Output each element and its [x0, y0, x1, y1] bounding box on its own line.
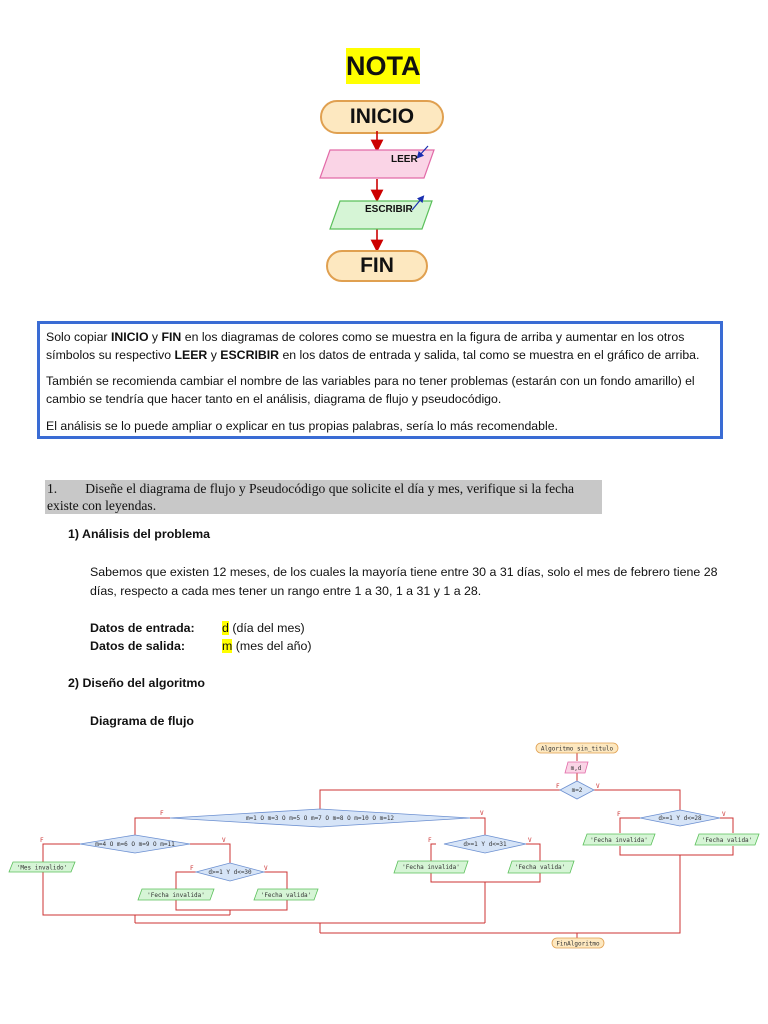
section1-heading: 1) Análisis del problema [68, 527, 211, 541]
input-var: d [222, 621, 229, 635]
question-text: 1. Diseñe el diagrama de flujo y Pseudocódigo que solicite el día y mes, verifique si la fecha existe con leyendas. [47, 481, 575, 513]
input-value: d (día del mes) [222, 621, 305, 635]
fc-f-label: F [617, 811, 621, 818]
fc-cond-day30-label: d>=1 Y d<=30 [208, 869, 252, 876]
fc-fecha-valida-label: 'Fecha valida' [701, 837, 753, 844]
escribir-label: ESCRIBIR [365, 204, 413, 215]
output-var: m [222, 639, 233, 653]
inicio-terminal: INICIO [320, 100, 444, 134]
fc-f-label: F [160, 810, 164, 817]
note-box [37, 321, 723, 439]
flowchart [0, 735, 768, 965]
section1-paragraph: Sabemos que existen 12 meses, de los cuales la mayoría tiene entre 30 a 31 días, solo el mes de febrero tiene 28 días, respecto a cada mes tener un rango entre 1 a 30, 1 a 31 y 1 a 28. [90, 565, 718, 598]
output-value: m (mes del año) [222, 639, 312, 653]
input-label: Datos de entrada: [90, 621, 195, 635]
note-paragraph-2: También se recomienda cambiar el nombre de las variables para no tener problemas (estarán con un fondo amarillo) el cambio se tendría que hacer tanto en el análisis, diagrama de flujo y pseudocódigo. [46, 374, 695, 406]
fc-f-label: F [40, 837, 44, 844]
fc-f-label: F [428, 837, 432, 844]
fc-v-label: V [596, 783, 600, 790]
fc-f-label: F [190, 865, 194, 872]
fc-v-label: V [480, 810, 484, 817]
fc-v-label: V [722, 811, 726, 818]
input-row [90, 619, 195, 638]
nota-title: NOTA [346, 48, 420, 84]
fc-fecha-invalida-label: 'Fecha invalida' [147, 892, 205, 899]
fc-f-label: F [556, 783, 560, 790]
fc-fecha-valida-label: 'Fecha valida' [514, 864, 566, 871]
fc-v-label: V [222, 837, 226, 844]
flowchart-heading: Diagrama de flujo [90, 714, 194, 728]
output-label: Datos de salida: [90, 639, 186, 653]
fc-fecha-valida-label: 'Fecha valida' [260, 892, 312, 899]
fc-cond-months-label: m=1 O m=3 O m=5 O m=7 O m=8 O m=10 O m=12 [245, 815, 395, 822]
section2-heading: 2) Diseño del algoritmo [68, 676, 206, 690]
fc-mes-invalido-label: 'Mes invalido' [16, 864, 68, 872]
fc-cond-day28-label: d>=1 Y d<=28 [658, 815, 702, 822]
fc-cond-months30-label: m=4 O m=6 O m=9 O m=11 [95, 841, 175, 848]
output-row [90, 637, 185, 656]
fin-terminal: FIN [326, 250, 428, 282]
fc-start-label: Algoritmo sin_titulo [540, 745, 614, 753]
leer-label: LEER [391, 154, 418, 165]
fc-v-label: V [264, 865, 268, 872]
fc-cond-day31-label: d>=1 Y d<=31 [463, 841, 507, 848]
fc-fecha-invalida-label: 'Fecha invalida' [402, 864, 460, 871]
fc-end-label: FinAlgoritmo [556, 940, 600, 948]
fc-v-label: V [528, 837, 532, 844]
fc-cond-main-label: m=2 [571, 787, 583, 794]
fc-fecha-invalida-label: 'Fecha invalida' [590, 837, 648, 844]
note-paragraph-1: Solo copiar INICIO y FIN en los diagramas de colores como se muestra en la figura de arriba y aumentar en los otros símbolos su respectivo LEER y ESCRIBIR en los datos de entrada y salida, tal como se muestra en el gráfico de arriba. [46, 330, 700, 362]
fc-read-label: m,d [570, 765, 582, 772]
note-paragraph-3: El análisis se lo puede ampliar o explicar en tus propias palabras, sería lo más recomendable. [46, 419, 558, 433]
